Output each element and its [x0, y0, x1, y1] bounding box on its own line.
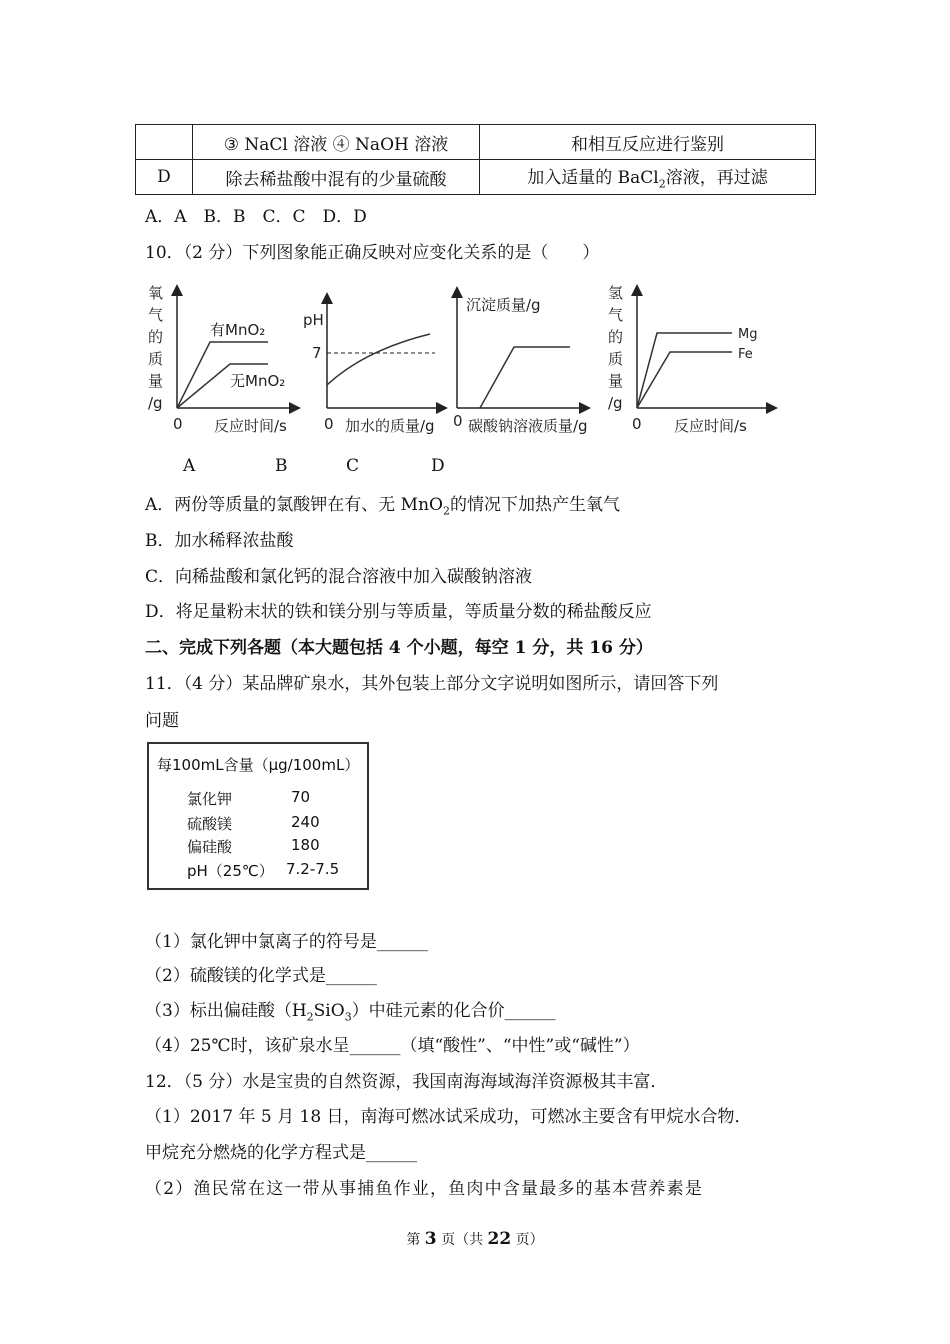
q10-graphs [140, 280, 780, 440]
q11-stem-2: 问题 [145, 711, 179, 731]
q12-sub1a: （1）2017 年 5 月 18 日，南海可燃冰试采成功，可燃冰主要含有甲烷水合物． [145, 1107, 752, 1127]
q12-stem: 12．（5 分）水是宝贵的自然资源，我国南海海域海洋资源极其丰富． [145, 1072, 668, 1092]
q10-option-a: A．两份等质量的氯酸钾在有、无 MnO$_2$的情况下加热产生氧气 [145, 495, 620, 518]
row-method: 和相互反应进行鉴别 [480, 125, 816, 160]
graph-label-a: A [183, 456, 196, 476]
q11-sub3: （3）标出偏硅酸$(H_2SiO_3)$中硅元素的化合价______ [145, 1001, 556, 1024]
q10-option-b: B．加水稀释浓盐酸 [145, 531, 294, 551]
q11-stem-1: 11．（4 分）某品牌矿泉水，其外包装上部分文字说明如图所示，请回答下列 [145, 674, 719, 694]
label-row-name: 偏硅酸 [187, 838, 233, 856]
table-row [136, 160, 816, 195]
precipitate-line [480, 347, 570, 408]
graph-b-ylabel: pH [303, 311, 324, 329]
graph-c-xlabel: 碳酸钠溶液质量/g [468, 417, 588, 435]
label-row-value: 7.2-7.5 [286, 860, 340, 878]
graph-c [453, 292, 588, 435]
page-footer: 第 3 页（共 22 页） [406, 1229, 544, 1249]
graph-label-b: B [275, 456, 288, 476]
graph-b-origin: 0 [324, 415, 334, 433]
mg-line [637, 333, 732, 408]
q9-options: A．A B．B C．C D．D [145, 207, 367, 227]
graph-c-origin: 0 [453, 412, 463, 430]
graph-d-line2-label: Fe [738, 347, 753, 362]
label-row-name: pH（25℃） [187, 862, 274, 880]
fe-line [637, 352, 732, 408]
q12-sub1b: 甲烷充分燃烧的化学方程式是______ [145, 1143, 417, 1163]
label-row-value: 240 [291, 813, 320, 831]
row-item: ③ NaCl 溶液 ④ NaOH 溶液 [193, 125, 480, 160]
graph-d-ylabel: 氢气的质量/g [608, 284, 624, 412]
graph-a-line2-label: 无MnO₂ [230, 372, 286, 390]
graph-a [148, 284, 295, 435]
label-row-name: 氯化钾 [187, 790, 233, 808]
mineral-water-label [147, 742, 369, 890]
row-label [136, 125, 193, 160]
q10-option-d: D．将足量粉末状的铁和镁分别与等质量，等质量分数的稀盐酸反应 [145, 602, 652, 622]
ph-curve [327, 334, 430, 385]
graph-d-line1-label: Mg [738, 327, 758, 342]
graph-c-ylabel: 沉淀质量/g [466, 296, 541, 314]
q10-stem: 10．（2 分）下列图象能正确反映对应变化关系的是（ ） [145, 243, 600, 263]
graph-label-c: C [346, 456, 360, 476]
label-row-value: 70 [291, 788, 311, 806]
q11-sub4: （4）25℃时，该矿泉水呈______（填“酸性”、“中性”或“碱性”） [145, 1036, 640, 1056]
q11-sub2: （2）硫酸镁的化学式是______ [145, 966, 377, 986]
graph-a-ylabel: 氧气的质量/g [148, 284, 164, 412]
row-item: 除去稀盐酸中混有的少量硫酸 [193, 160, 480, 195]
graph-b-xlabel: 加水的质量/g [345, 417, 435, 435]
options-table [135, 124, 816, 195]
graph-a-line1-label: 有MnO₂ [210, 321, 266, 339]
graph-a-origin: 0 [173, 415, 183, 433]
graph-d [608, 284, 772, 435]
row-label: D [136, 160, 193, 195]
label-row-value: 180 [291, 836, 320, 854]
label-title: 每100mL含量（μg/100mL） [157, 756, 360, 774]
row-method: 加入适量的 BaCl$_2$溶液，再过滤 [480, 160, 816, 195]
graph-label-d: D [431, 456, 445, 476]
q10-option-c: C．向稀盐酸和氯化钙的混合溶液中加入碳酸钠溶液 [145, 567, 533, 587]
q11-sub1: （1）氯化钾中氯离子的符号是______ [145, 932, 428, 952]
graph-a-xlabel: 反应时间/s [214, 417, 287, 435]
q12-sub2: （2）渔民常在这一带从事捕鱼作业，鱼肉中含量最多的基本营养素是 [145, 1179, 704, 1199]
label-row-name: 硫酸镁 [187, 815, 233, 833]
section-title: 二、完成下列各题（本大题包括 4 个小题，每空 1 分，共 16 分） [145, 638, 653, 658]
graph-b-ref: 7 [312, 344, 322, 362]
graph-d-origin: 0 [632, 415, 642, 433]
graph-b [303, 298, 442, 435]
graph-d-xlabel: 反应时间/s [674, 417, 747, 435]
table-row [136, 125, 816, 160]
